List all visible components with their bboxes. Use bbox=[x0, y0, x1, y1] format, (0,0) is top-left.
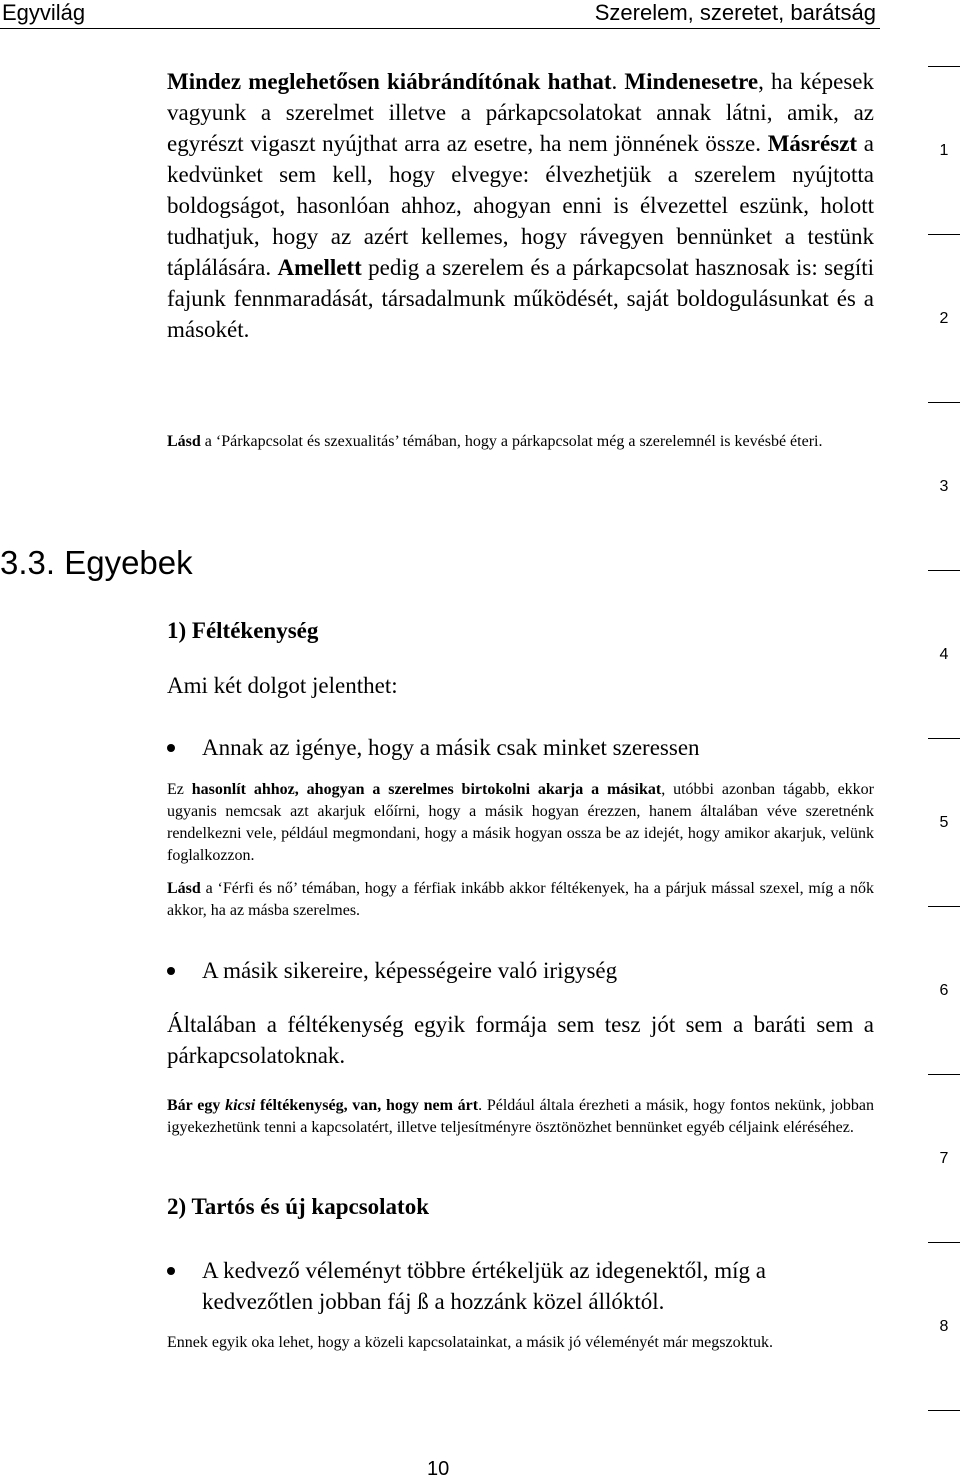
para-text: . Például általa érezheti a másik, hogy fontos nekünk, jobban igyekezhetünk tenni a kapcsolatért, illetve teljesítményre ösztönözhet bennünket egyéb céljaink eléréséhez. bbox=[167, 1097, 874, 1136]
margin-number: 6 bbox=[939, 982, 949, 999]
jealousy-note-paragraph bbox=[167, 878, 874, 922]
intro-s2-text: , ha képesek vagyunk a szerelmet illetve a párkapcsolatokat annak látni, amik, az egyrészt vigaszt nyújthat arra az esetre, ha nem jönnének össze. bbox=[167, 69, 874, 156]
bullet-icon bbox=[167, 1267, 175, 1275]
jealousy-paragraph-3 bbox=[167, 1095, 874, 1139]
margin-number: 4 bbox=[939, 646, 949, 663]
margin-tick bbox=[928, 402, 960, 403]
margin-number: 8 bbox=[939, 1318, 949, 1335]
relations-paragraph: Ennek egyik oka lehet, hogy a közeli kapcsolatainkat, a másik jó véleményét már megszoktuk. bbox=[167, 1334, 774, 1351]
list-item bbox=[167, 1255, 874, 1317]
header-title-right: Szerelem, szeretet, barátság bbox=[594, 0, 876, 25]
margin-number: 3 bbox=[939, 478, 949, 495]
para-bold: féltékenység, van, hogy nem árt bbox=[255, 1097, 479, 1114]
bullet-icon bbox=[167, 744, 175, 752]
list-item-text: A kedvező véleményt többre értékeljük az idegenektől, míg a kedvezőtlen jobban fáj ß a hozzánk közel állóktól. bbox=[202, 1258, 766, 1314]
margin-tick bbox=[928, 234, 960, 235]
jealousy-paragraph-1 bbox=[167, 779, 874, 867]
margin-tick bbox=[928, 66, 960, 67]
header-title-left: Egyvilág bbox=[2, 0, 86, 25]
header-divider bbox=[0, 28, 880, 29]
page-number: 10 bbox=[427, 1458, 450, 1480]
jealousy-lead: Ami két dolgot jelenthet: bbox=[167, 673, 398, 698]
margin-number: 5 bbox=[939, 814, 949, 831]
margin-tick bbox=[928, 1410, 960, 1411]
intro-s1-bold: Mindez meglehetősen kiábrándítónak hathat bbox=[167, 69, 612, 94]
jealousy-paragraph-2: Általában a féltékenység egyik formája sem tesz jót sem a baráti sem a párkapcsolatoknak. bbox=[167, 1012, 874, 1068]
para-bold: hasonlít ahhoz, ahogyan a szerelmes birtokolni akarja a másikat bbox=[191, 781, 662, 798]
note-text: a ‘Párkapcsolat és szexualitás’ témában, hogy a párkapcsolat még a szerelemnél is kevésbé éteri. bbox=[200, 433, 823, 450]
note-label: Lásd bbox=[167, 880, 201, 897]
margin-tick bbox=[928, 906, 960, 907]
section-title: 3.3. Egyebek bbox=[0, 544, 193, 581]
subsection-heading-relations: 2) Tartós és új kapcsolatok bbox=[167, 1194, 429, 1219]
intro-s4-text: pedig a szerelem és a párkapcsolat hasznosak is: segíti fajunk fennmaradását, társadalmunk működését, saját boldogulásunkat és a másokét. bbox=[167, 255, 874, 342]
list-item-text: A másik sikereire, képességeire való irigység bbox=[202, 958, 618, 983]
margin-tick bbox=[928, 738, 960, 739]
intro-s3-text: a kedvünket sem kell, hogy elvegye: élvezhetjük a szerelem nyújtotta boldogságot, hasonlóan ahhoz, ahogyan enni is élvezettel eszünk, holott tudhatjuk, hogy az azért kellemes, hogy rávegyen bennünket a testünk táplálására. bbox=[167, 131, 874, 280]
list-item bbox=[167, 732, 874, 763]
subsection-heading-jealousy: 1) Féltékenység bbox=[167, 618, 319, 643]
margin-number: 2 bbox=[939, 310, 949, 327]
intro-s4-bold: Amellett bbox=[277, 255, 362, 280]
intro-s3-bold: Másrészt bbox=[767, 131, 858, 156]
para-pre: Ez bbox=[167, 781, 192, 798]
para-bold: Bár egy bbox=[167, 1097, 226, 1114]
intro-paragraph bbox=[167, 66, 874, 345]
note-label: Lásd bbox=[167, 433, 201, 450]
list-item bbox=[167, 955, 874, 986]
intro-s2-bold: Mindenesetre bbox=[624, 69, 759, 94]
margin-tick bbox=[928, 570, 960, 571]
margin-rail bbox=[928, 60, 960, 1440]
list-item-text: Annak az igénye, hogy a másik csak minket szeressen bbox=[202, 735, 700, 760]
bullet-icon bbox=[167, 967, 175, 975]
intro-s1-end: . bbox=[611, 69, 618, 94]
margin-tick bbox=[928, 1074, 960, 1075]
para-italic: kicsi bbox=[225, 1097, 256, 1114]
para-text: , utóbbi azonban tágabb, ekkor ugyanis nemcsak azt akarjuk előírni, hogy a másik hogyan érezzen, hanem általában véve szeretnénk rendelkezni vele, például megmondani, hogy a másik hogyan ossza be az idejét, hogy amikor akarjuk, velünk foglalkozzon. bbox=[167, 781, 874, 864]
margin-number: 7 bbox=[939, 1150, 949, 1167]
margin-number: 1 bbox=[939, 142, 949, 159]
note-text: a ‘Férfi és nő’ témában, hogy a férfiak inkább akkor féltékenyek, ha a párjuk mással szexel, míg a nők akkor, ha az másba szerelmes. bbox=[167, 880, 874, 919]
margin-tick bbox=[928, 1242, 960, 1243]
note-paragraph bbox=[167, 431, 874, 453]
